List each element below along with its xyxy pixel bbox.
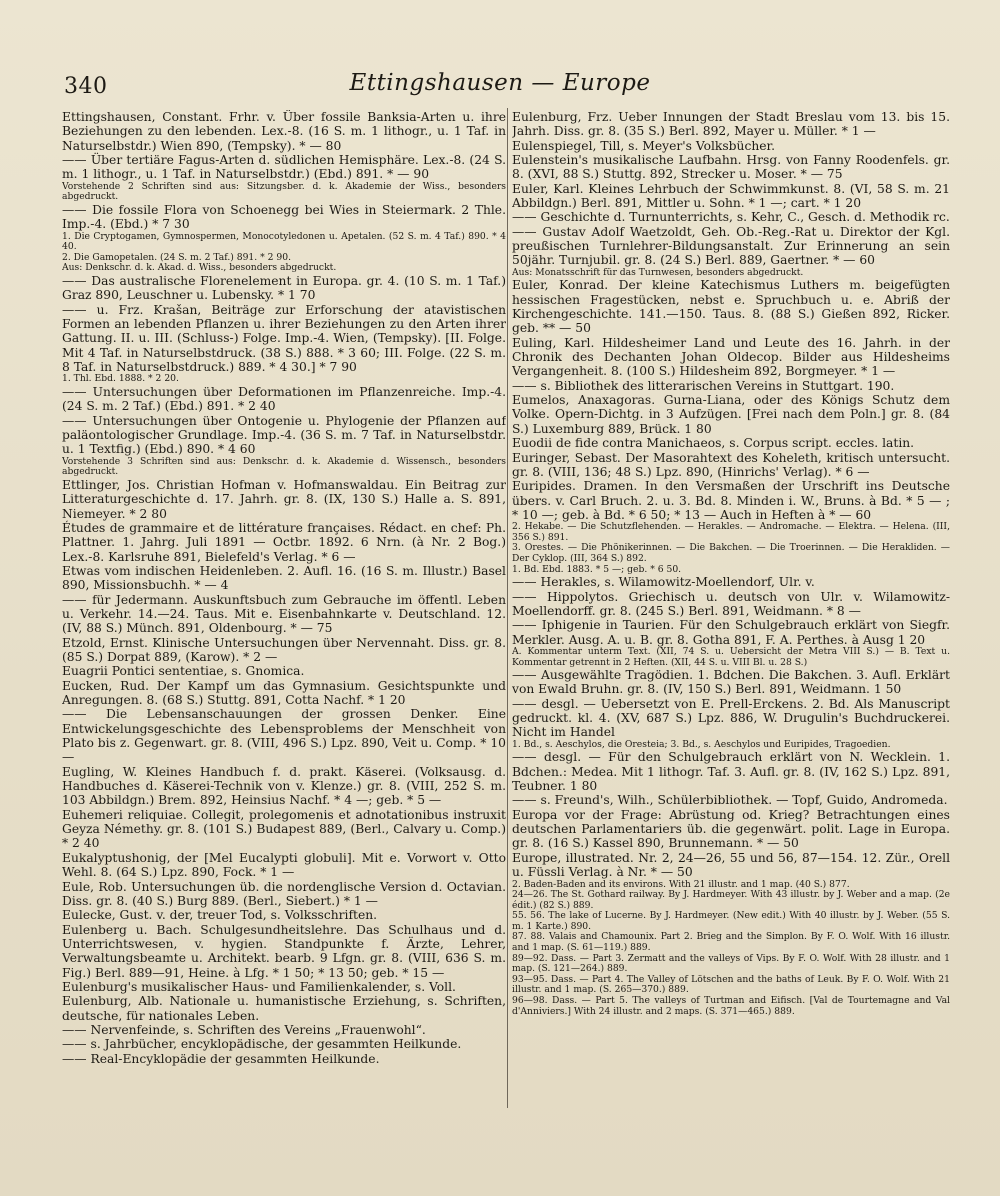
bibliographic-entry: —— Über tertiäre Fagus-Arten d. südlichen Hemisphäre. Lex.-8. (24 S. m. 1 lithogr., u. 1 Taf. in Naturselbstdr.) (Ebd.) 891. * — 90 — [62, 153, 506, 182]
bibliographic-note: 2. Baden-Baden and its environs. With 21 illustr. and 1 map. (40 S.) 877. 24—26. The St. Gothard railway. By J. Hardmeyer. With 43 illustr. by J. Weber and a map. (2e édit.) (82 S.) 889. 55. 56. The lake of Lucerne. By J. Hardmeyer. (New edit.) With 40 illustr. by J. Weber. (55 S. m. 1 Karte.) 890. 87. 88. Valais and Chamounix. Part 2. Brieg and the Simplon. By F. O. Wolf. With 16 illustr. and 1 map. (S. 61—119.) 889. 89—92. Dass. — Part 3. Zermatt and the valleys of Vips. By F. O. Wolf. With 28 illustr. and 1 map. (S. 121—264.) 889. 93—95. Dass. — Part 4. The Valley of Lötschen and the baths of Leuk. By F. O. Wolf. With 21 illustr. and 1 map. (S. 265—370.) 889. 96—98. Dass. — Part 5. The valleys of Turtman and Eifisch. [Val de Tourtemagne and Val d'Anniviers.] With 24 illustr. and 2 maps. (S. 371—465.) 889. — [512, 878, 950, 1017]
bibliographic-entry: Eugling, W. Kleines Handbuch f. d. prakt. Käserei. (Volksausg. d. Handbuches d. Käserei-Technik von v. Klenze.) gr. 8. (VIII, 252 S. m. 103 Abbildgn.) Brem. 892, Heinsius Nachf. * 4 —; geb. * 5 — — [62, 764, 506, 808]
bibliographic-note: A. Kommentar unterm Text. (XII, 74 S. u. Uebersicht der Metra VIII S.) — B. Text u. Kommentar getrennt in 2 Heften. (XII, 44 S. u. VIII Bl. u. 28 S.) — [512, 645, 950, 668]
bibliographic-entry: Euodii de fide contra Manichaeos, s. Corpus script. eccles. latin. — [512, 436, 915, 451]
bibliographic-entry: —— für Jedermann. Auskunftsbuch zum Gebrauche im öffentl. Leben u. Verkehr. 14.—24. Taus. Mit e. Eisenbahnkarte v. Deutschland. 12. (IV, 88 S.) Münch. 891, Oldenbourg. * — 75 — [62, 592, 506, 636]
bibliographic-entry: Euler, Konrad. Der kleine Katechismus Luthers m. beigefügten hessischen Fragestücken, nebst e. Spruchbuch u. e. Abriß der Kirchengeschichte. 141.—150. Taus. 8. (88 S.) Gießen 892, Ricker. geb. ** — 50 — [512, 278, 950, 336]
bibliographic-entry: Eumelos, Anaxagoras. Gurna-Liana, oder des Königs Schutz dem Volke. Opern-Dichtg. in 3 Aufzügen. [Frei nach dem Poln.] gr. 8. (84 S.) Luxemburg 889, Brück. 1 80 — [512, 393, 950, 436]
page-number: 340 — [64, 74, 108, 99]
bibliographic-entry: —— s. Freund's, Wilh., Schülerbibliothek. — Topf, Guido, Andromeda. — [512, 793, 948, 808]
bibliographic-entry: Euagrii Pontici sententiae, s. Gnomica. — [62, 664, 305, 679]
bibliographic-entry: —— Herakles, s. Wilamowitz-Moellendorf, Ulr. v. — [512, 575, 815, 590]
bibliographic-entry: Euripides. Dramen. In den Versmaßen der Urschrift ins Deutsche übers. v. Carl Bruch. 2. u. 3. Bd. 8. Minden i. W., Bruns. à Bd. * 5 — ; * 10 —; geb. à Bd. * 6 50; * 13 — Auch in Heften à * — 60 — [512, 479, 950, 522]
bibliographic-entry: —— Hippolytos. Griechisch u. deutsch von Ulr. v. Wilamowitz-Moellendorff. gr. 8. (245 S.) Berl. 891, Weidmann. * 8 — — [512, 589, 950, 618]
bibliographic-entry: Études de grammaire et de littérature françaises. Rédact. en chef: Ph. Plattner. 1. Jahrg. Juli 1891 — Octbr. 1892. 6 Nrn. (à Nr. 2 Bog.) Lex.-8. Karlsruhe 891, Bielefeld's Verlag. * 6 — — [62, 520, 506, 564]
bibliographic-entry: Euringer, Sebast. Der Masorahtext des Koheleth, kritisch untersucht. gr. 8. (VIII, 136; 48 S.) Lpz. 890, (Hinrichs' Verlag). * 6 — — [512, 450, 950, 479]
bibliographic-note: 2. Hekabe. — Die Schutzflehenden. — Herakles. — Andromache. — Elektra. — Helena. (III, 356 S.) 891. 3. Orestes. — Die Phönikerinnen. — Die Bakchen. — Die Troerinnen. — Die Herakliden. — Der Cyklop. (III, 364 S.) 892. 1. Bd. Ebd. 1883. * 5 —; geb. * 6 50. — [512, 521, 950, 575]
bibliographic-entry: —— s. Bibliothek des litterarischen Vereins in Stuttgart. 190. — [512, 378, 895, 393]
bibliographic-entry: —— Real-Encyklopädie der gesammten Heilkunde. — [62, 1051, 380, 1066]
bibliographic-note: Aus: Monatsschrift für das Turnwesen, besonders abgedruckt. — [512, 266, 804, 278]
running-title: Ettingshausen — Europe — [349, 70, 651, 96]
bibliographic-note: Vorstehende 3 Schriften sind aus: Denkschr. d. k. Akademie d. Wissensch., besonders abgedruckt. — [62, 455, 506, 478]
bibliographic-note: 1. Thl. Ebd. 1888. * 2 20. — [62, 373, 179, 385]
bibliographic-entry: —— Das australische Florenelement in Europa. gr. 4. (10 S. m. 1 Taf.) Graz 890, Leuschner u. Lubensky. * 1 70 — [62, 273, 506, 303]
bibliographic-entry: —— Iphigenie in Taurien. Für den Schulgebrauch erklärt von Siegfr. Merkler. Ausg. A. u. B. gr. 8. Gotha 891, F. A. Perthes. à Ausg 1 20 — [512, 618, 950, 647]
bibliographic-entry: —— Nervenfeinde, s. Schriften des Vereins „Frauenwohl“. — [62, 1022, 426, 1037]
bibliographic-entry: —— desgl. — Uebersetzt von E. Prell-Erckens. 2. Bd. Als Manuscript gedruckt. kl. 4. (XV, 687 S.) Lpz. 886, W. Drugulin's Buchdruckerei. Nicht im Handel — [512, 696, 950, 740]
bibliographic-entry: Eule, Rob. Untersuchungen üb. die nordenglische Version d. Octavian. Diss. gr. 8. (40 S.) Burg 889. (Berl., Siebert.) * 1 — — [62, 879, 506, 908]
bibliographic-entry: Eulecke, Gust. v. der, treuer Tod, s. Volksschriften. — [62, 908, 378, 923]
bibliographic-entry: Eulenburg, Frz. Ueber Innungen der Stadt Breslau vom 13. bis 15. Jahrh. Diss. gr. 8. (35 S.) Berl. 892, Mayer u. Müller. * 1 — — [512, 110, 950, 139]
bibliographic-entry: Euhemeri reliquiae. Collegit, prolegomenis et adnotationibus instruxit Geyza Némethy. gr. 8. (101 S.) Budapest 889, (Berl., Calvary u. Comp.) * 2 40 — [62, 807, 506, 851]
bibliographic-entry: —— Ausgewählte Tragödien. 1. Bdchen. Die Bakchen. 3. Aufl. Erklärt von Ewald Bruhn. gr. 8. (IV, 150 S.) Berl. 891, Weidmann. 1 50 — [512, 668, 950, 697]
bibliographic-entry: Europe, illustrated. Nr. 2, 24—26, 55 und 56, 87—154. 12. Zür., Orell u. Füssli Verlag. à Nr. * — 50 — [512, 850, 950, 880]
right-column — [512, 110, 950, 1170]
bibliographic-entry: —— Geschichte d. Turnunterrichts, s. Kehr, C., Gesch. d. Methodik rc. — [512, 210, 950, 225]
bibliographic-note: 1. Bd., s. Aeschylos, die Oresteia; 3. Bd., s. Aeschylos und Euripides, Tragoedien. — [512, 738, 891, 750]
bibliographic-entry: —— Gustav Adolf Waetzoldt, Geh. Ob.-Reg.-Rat u. Direktor der Kgl. preußischen Turnlehrer-Bildungsanstalt. Zur Erinnerung an sein 50jähr. Turnjubil. gr. 8. (24 S.) Berl. 889, Gaertner. * — 60 — [512, 224, 950, 268]
bibliographic-entry: Ettlinger, Jos. Christian Hofman v. Hofmanswaldau. Ein Beitrag zur Litteraturgeschichte d. 17. Jahrh. gr. 8. (IX, 130 S.) Halle a. S. 891, Niemeyer. * 2 80 — [62, 477, 506, 521]
bibliographic-entry: Eulenberg u. Bach. Schulgesundheitslehre. Das Schulhaus und d. Unterrichtswesen, v. hygien. Standpunkte f. Ärzte, Lehrer, Verwaltungsbeamte u. Architekt. bearb. 9 Lfgn. gr. 8. (VIII, 636 S. m. Fig.) Berl. 889—91, Heine. à Lfg. * 1 50; * 13 50; geb. * 15 — — [62, 922, 506, 980]
bibliographic-entry: Eukalyptushonig, der [Mel Eucalypti globuli]. Mit e. Vorwort v. Otto Wehl. 8. (64 S.) Lpz. 890, Fock. * 1 — — [62, 850, 506, 880]
bibliographic-note: 1. Die Cryptogamen, Gymnospermen, Monocotyledonen u. Apetalen. (52 S. m. 4 Taf.) 890. * 4 40. 2. Die Gamopetalen. (24 S. m. 2 Taf.) 891. * 2 90. Aus: Denkschr. d. k. Akad. d. Wiss., besonders abgedruckt. — [62, 230, 506, 274]
bibliographic-entry: Etwas vom indischen Heidenleben. 2. Aufl. 16. (16 S. m. Illustr.) Basel 890, Missionsbuchh. * — 4 — [62, 563, 506, 593]
bibliographic-entry: —— desgl. — Für den Schulgebrauch erklärt von N. Wecklein. 1. Bdchen.: Medea. Mit 1 lithogr. Taf. 3. Aufl. gr. 8. (IV, 162 S.) Lpz. 891, Teubner. 1 80 — [512, 750, 950, 794]
bibliographic-entry: Eucken, Rud. Der Kampf um das Gymnasium. Gesichtspunkte und Anregungen. 8. (68 S.) Stuttg. 891, Cotta Nachf. * 1 20 — [62, 678, 506, 708]
bibliographic-entry: Euling, Karl. Hildesheimer Land und Leute des 16. Jahrh. in der Chronik des Dechanten Johan Oldecop. Bilder aus Hildesheims Vergangenheit. 8. (100 S.) Hildesheim 892, Borgmeyer. * 1 — — [512, 335, 950, 379]
bibliographic-entry: —— Die Lebensanschauungen der grossen Denker. Eine Entwickelungsgeschichte des Lebensproblems der Menschheit von Plato bis z. Gegenwart. gr. 8. (VIII, 496 S.) Lpz. 890, Veit u. Comp. * 10 — — [62, 707, 506, 765]
column-divider — [507, 108, 508, 1108]
bibliographic-entry: Eulenburg, Alb. Nationale u. humanistische Erziehung, s. Schriften, deutsche, für nationales Leben. — [62, 994, 506, 1023]
bibliographic-entry: —— Untersuchungen über Ontogenie u. Phylogenie der Pflanzen auf paläontologischer Grundlage. Imp.-4. (36 S. m. 7 Taf. in Naturselbstdr. u. 1 Textfig.) (Ebd.) 890. * 4 60 — [62, 413, 506, 457]
page-header — [64, 70, 936, 104]
bibliographic-note: Vorstehende 2 Schriften sind aus: Sitzungsber. d. k. Akademie der Wiss., besonders abgedruckt. — [62, 180, 506, 203]
bibliographic-entry: Eulenspiegel, Till, s. Meyer's Volksbücher. — [512, 138, 775, 153]
bibliographic-entry: —— u. Frz. Krašan, Beiträge zur Erforschung der atavistischen Formen an lebenden Pflanzen u. ihrer Beziehungen zu den Arten ihrer Gattung. II. u. III. (Schluss-) Folge. Imp.-4. Wien, (Tempsky). [II. Folge. Mit 4 Taf. in Naturselbstdruck. (38 S.) 888. * 3 60; III. Folge. (22 S. m. 8 Taf. in Naturselbstdruck.) 889. * 4 30.] * 7 90 — [62, 302, 506, 375]
bibliographic-entry: Eulenstein's musikalische Laufbahn. Hrsg. von Fanny Roodenfels. gr. 8. (XVI, 88 S.) Stuttg. 892, Strecker u. Moser. * — 75 — [512, 153, 950, 182]
left-column — [62, 110, 506, 1170]
bibliographic-entry: Europa vor der Frage: Abrüstung od. Krieg? Betrachtungen eines deutschen Parlamentariers üb. die gegenwärt. polit. Lage in Europa. gr. 8. (16 S.) Kassel 890, Brunnemann. * — 50 — [512, 807, 950, 851]
bibliographic-entry: Eulenburg's musikalischer Haus- und Familienkalender, s. Voll. — [62, 979, 456, 994]
bibliographic-entry: Ettingshausen, Constant. Frhr. v. Über fossile Banksia-Arten u. ihre Beziehungen zu den lebenden. Lex.-8. (16 S. m. 1 lithogr., u. 1 Taf. in Naturselbstdr.) Wien 890, (Tempsky). * — 80 — [62, 110, 506, 153]
bibliographic-entry: Euler, Karl. Kleines Lehrbuch der Schwimmkunst. 8. (VI, 58 S. m. 21 Abbildgn.) Berl. 891, Mittler u. Sohn. * 1 —; cart. * 1 20 — [512, 181, 950, 211]
bibliographic-entry: —— s. Jahrbücher, encyklopädische, der gesammten Heilkunde. — [62, 1037, 462, 1052]
bibliographic-entry: —— Die fossile Flora von Schoenegg bei Wies in Steiermark. 2 Thle. Imp.-4. (Ebd.) * 7 30 — [62, 202, 506, 232]
bibliographic-entry: Etzold, Ernst. Klinische Untersuchungen über Nervennaht. Diss. gr. 8. (85 S.) Dorpat 889, (Karow). * 2 — — [62, 635, 506, 664]
bibliographic-entry: —— Untersuchungen über Deformationen im Pflanzenreiche. Imp.-4. (24 S. m. 2 Taf.) (Ebd.) 891. * 2 40 — [62, 384, 506, 414]
